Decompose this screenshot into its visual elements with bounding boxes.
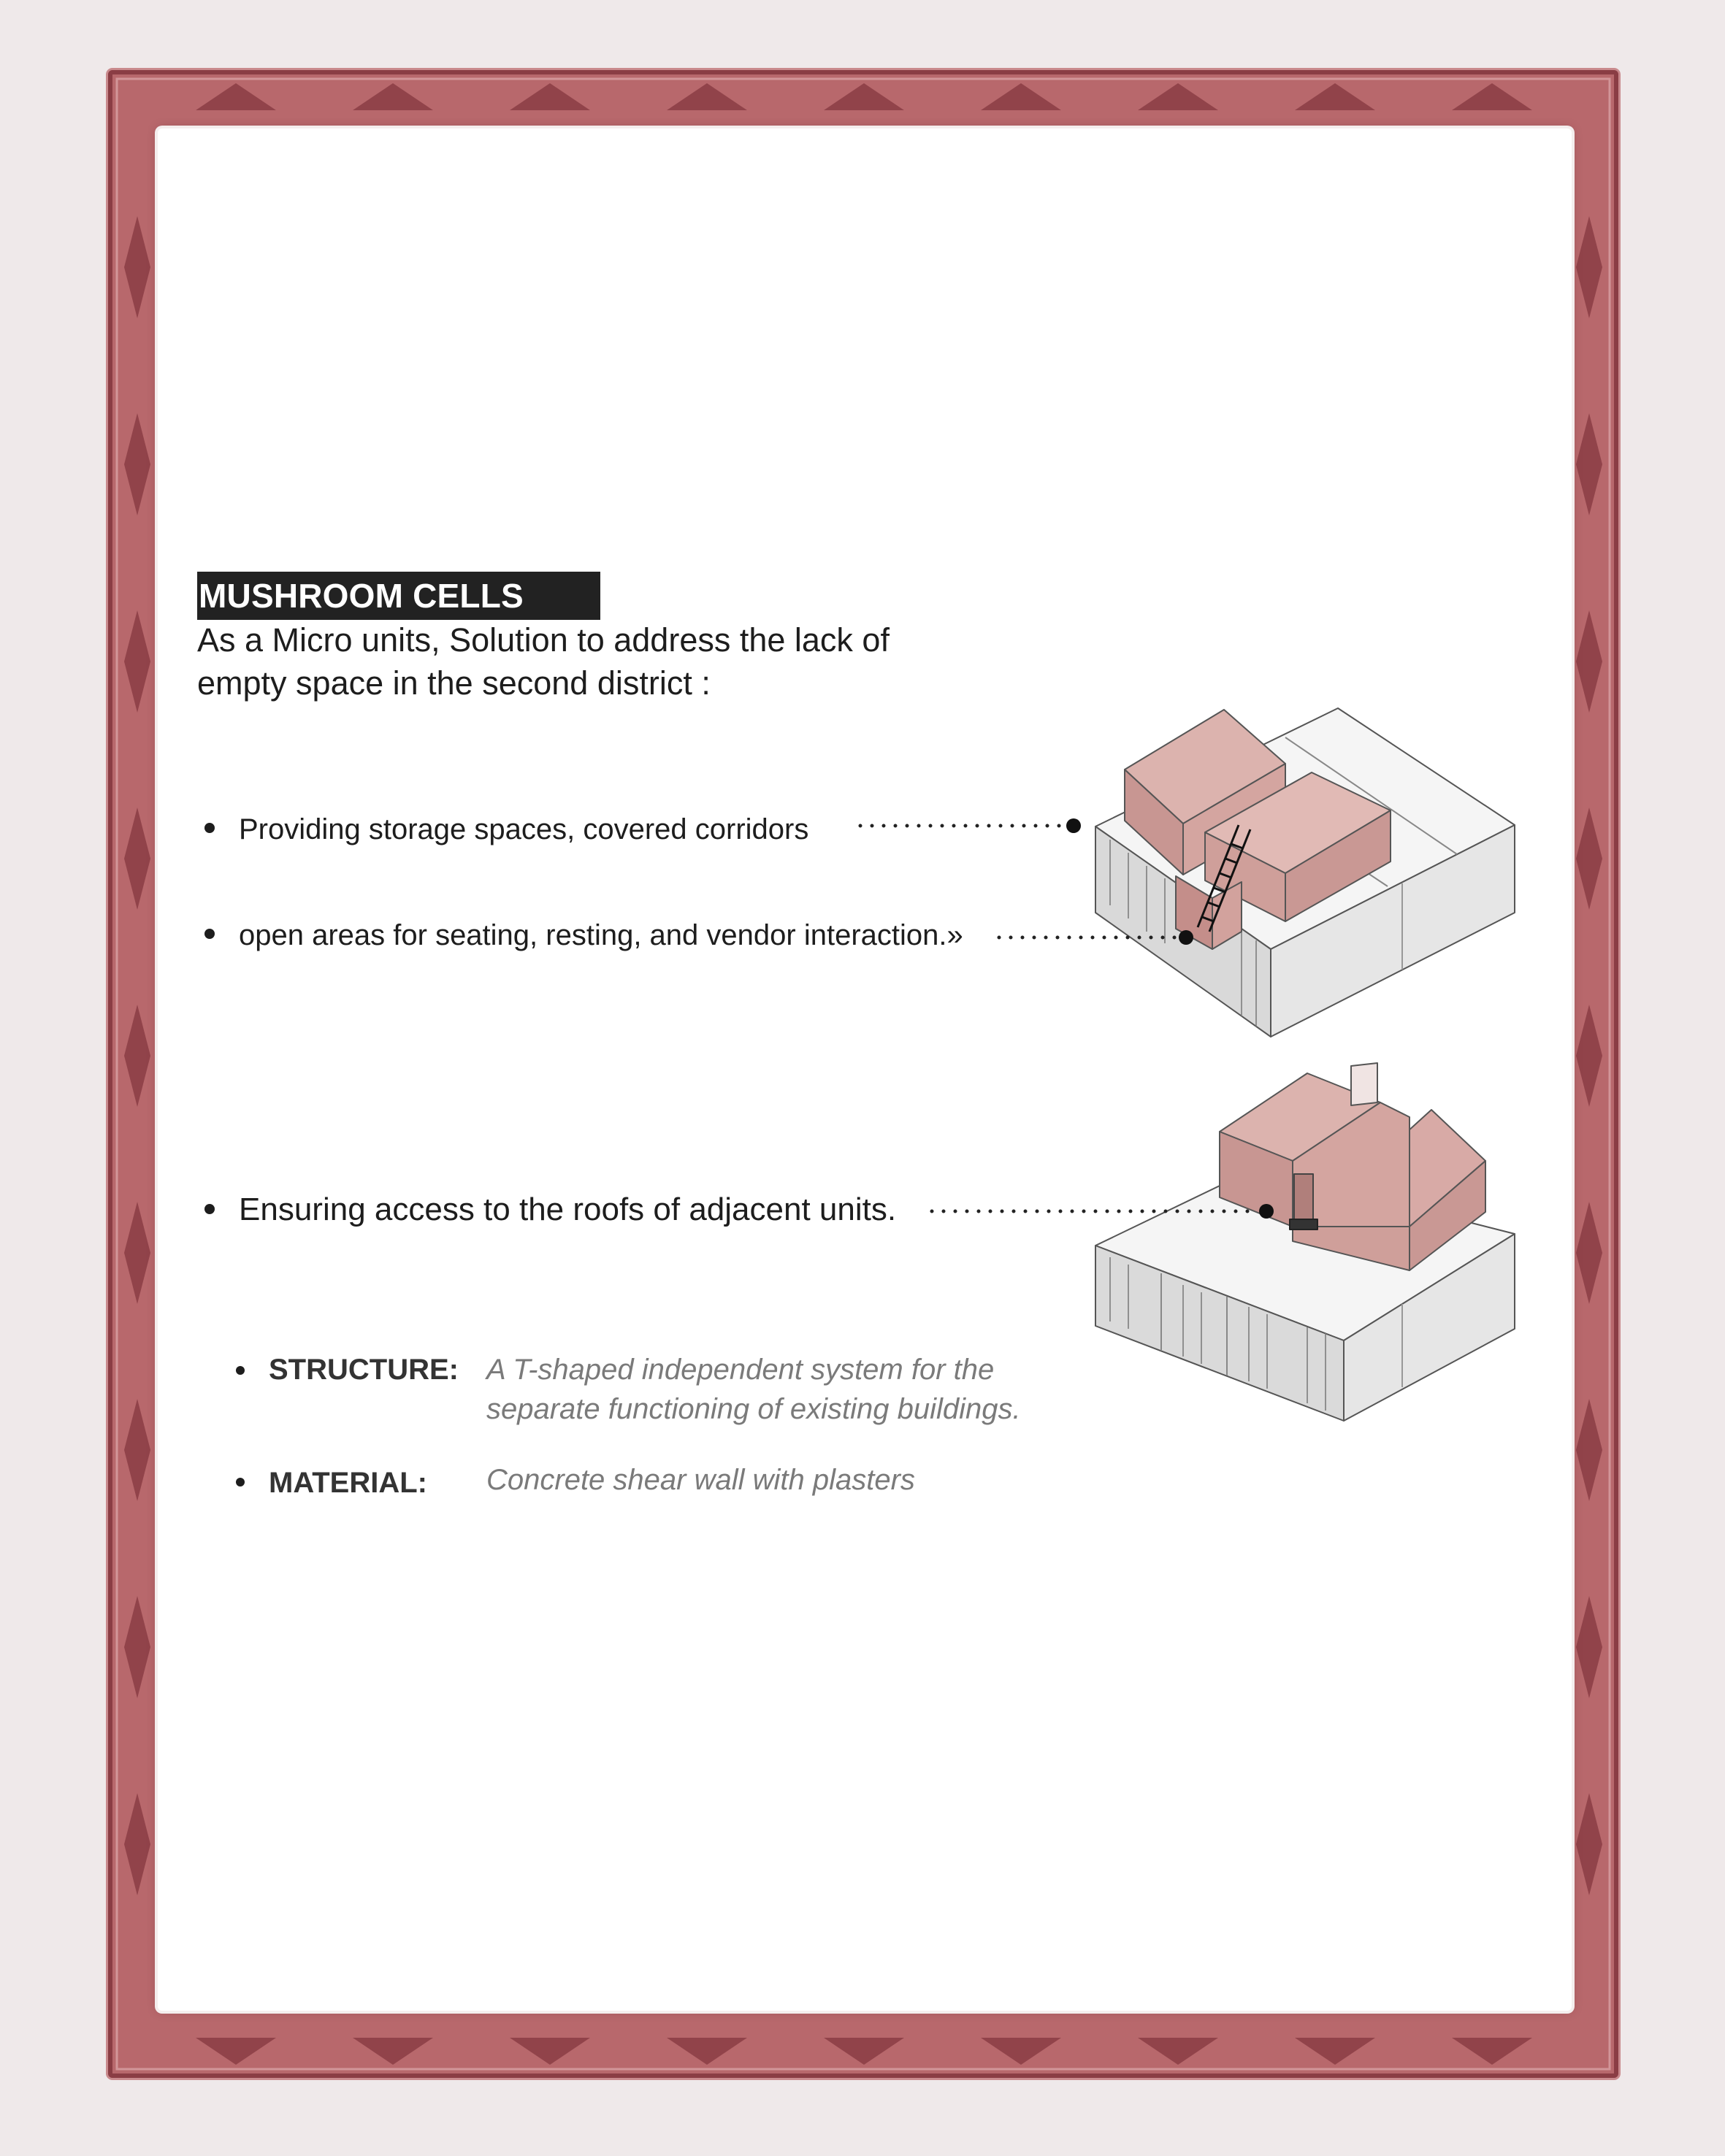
rug-motif [124, 1202, 150, 1304]
white-sheet [158, 128, 1572, 2011]
rug-motif [1138, 2038, 1218, 2065]
page-subtitle [197, 618, 1001, 705]
rug-motif [667, 83, 747, 110]
rug-motif [196, 2038, 276, 2065]
rug-motif [353, 2038, 433, 2065]
rug-motif [981, 83, 1061, 110]
rug-motif [1295, 83, 1375, 110]
bullet-marker [204, 1204, 215, 1214]
bullet-open-areas: open areas for seating, resting, and vendor interaction.» [239, 919, 963, 951]
rug-motif [1138, 83, 1218, 110]
rug-motif [1576, 1005, 1602, 1107]
bullet-marker [236, 1478, 245, 1486]
page-title: MUSHROOM CELLS [199, 577, 524, 615]
bullet-marker [204, 929, 215, 939]
rug-motif [981, 2038, 1061, 2065]
bullet-marker [236, 1366, 245, 1375]
rug-motif [124, 807, 150, 910]
rug-motif [124, 413, 150, 515]
rug-motif [1452, 83, 1532, 110]
rug-motif [124, 1399, 150, 1501]
rug-motif [824, 2038, 904, 2065]
rug-motif [667, 2038, 747, 2065]
rug-motif [510, 2038, 590, 2065]
material-label: MATERIAL: [269, 1467, 427, 1499]
rug-motif [1576, 1596, 1602, 1698]
rug-motif [124, 610, 150, 713]
rug-motif [1576, 1793, 1602, 1895]
rug-motif [1576, 1399, 1602, 1501]
rug-motif [1576, 216, 1602, 318]
bullet-marker [204, 823, 215, 833]
rug-motif [1452, 2038, 1532, 2065]
structure-label: STRUCTURE: [269, 1354, 459, 1386]
subtitle-line-1: As a Micro units, Solution to address the lack of [197, 621, 890, 659]
rug-motif [124, 1005, 150, 1107]
rug-motif [1576, 1202, 1602, 1304]
bullet-roof-access: Ensuring access to the roofs of adjacent units. [239, 1192, 897, 1227]
structure-value-line-2: separate functioning of existing buildings. [486, 1393, 1021, 1425]
structure-value-line-1: A T-shaped independent system for the [486, 1354, 995, 1386]
rug-motif [1576, 413, 1602, 515]
rug-motif [824, 83, 904, 110]
rug-motif [1295, 2038, 1375, 2065]
bullet-storage-corridors: Providing storage spaces, covered corridors [239, 813, 809, 845]
rug-motif [353, 83, 433, 110]
rug-motif [1576, 610, 1602, 713]
rug-motif [510, 83, 590, 110]
rug-motif [124, 1596, 150, 1698]
material-value: Concrete shear wall with plasters [486, 1464, 915, 1496]
subtitle-line-2: empty space in the second district : [197, 664, 711, 702]
rug-motif [196, 83, 276, 110]
rug-motif [124, 216, 150, 318]
rug-motif [1576, 807, 1602, 910]
rug-motif [124, 1793, 150, 1895]
